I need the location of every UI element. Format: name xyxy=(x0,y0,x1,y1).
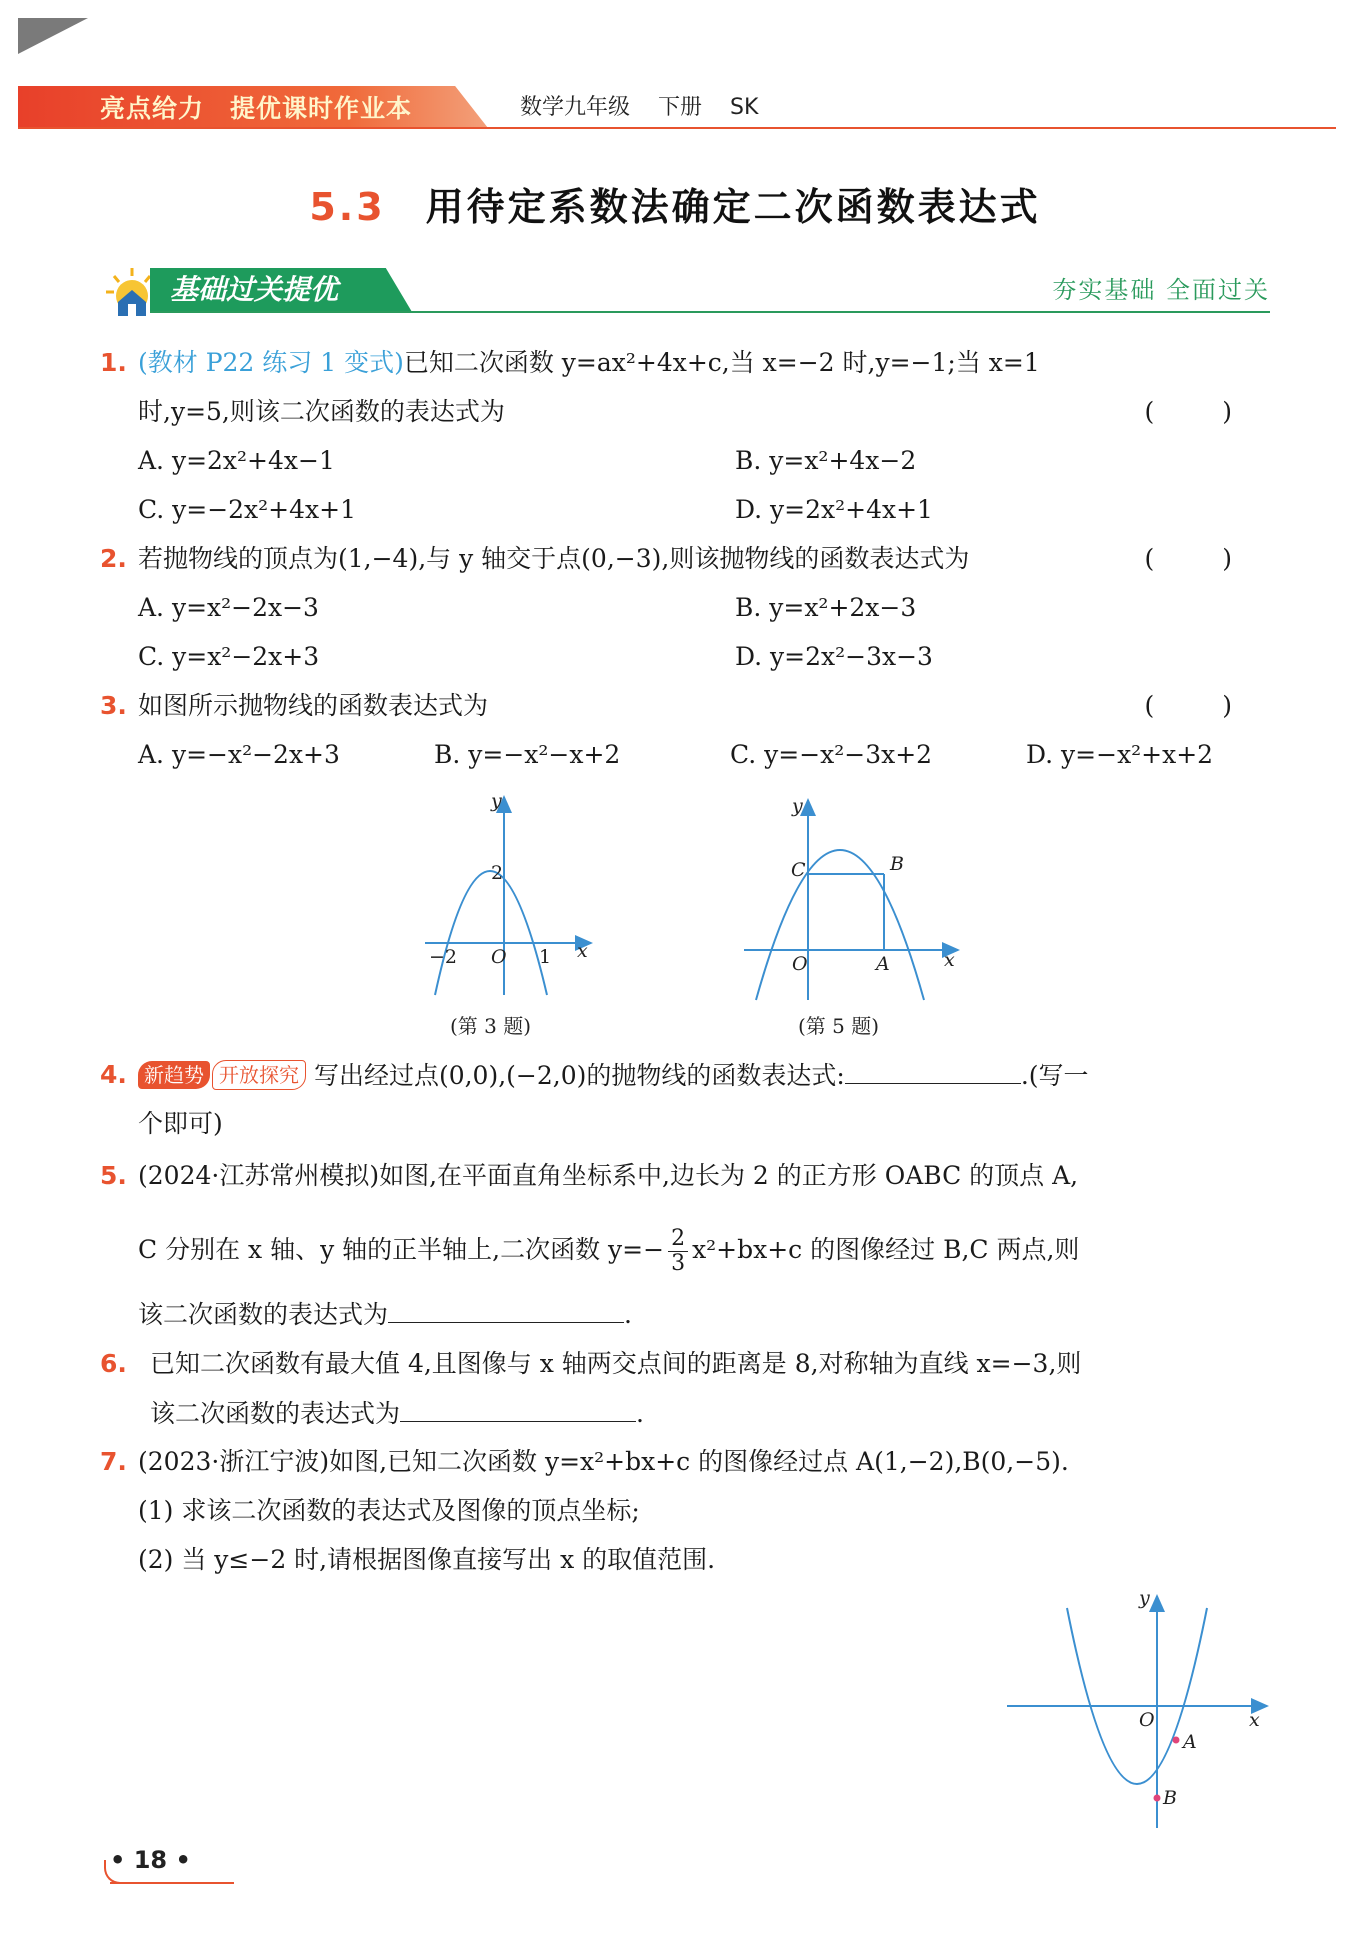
fig5-caption: (第 5 题) xyxy=(798,1014,880,1038)
q5-answer-blank[interactable] xyxy=(388,1296,624,1323)
figure-q7 xyxy=(1005,1588,1280,1838)
q2-option-c: C. y=x²−2x+3 xyxy=(138,642,320,671)
fig7-label-b: B xyxy=(1163,1787,1177,1809)
q1-option-c: C. y=−2x²+4x+1 xyxy=(138,495,356,524)
fig5-label-b: B xyxy=(890,853,904,875)
q3-text: 如图所示抛物线的函数表达式为 xyxy=(138,691,489,720)
footer-rule xyxy=(110,1882,234,1884)
q5-text-a: C 分别在 x 轴、y 轴的正半轴上,二次函数 y=− xyxy=(138,1235,665,1264)
q1-source: (教材 P22 练习 1 变式) xyxy=(138,348,404,377)
q5-fraction xyxy=(668,1227,688,1276)
fig7-label-a: A xyxy=(1183,1731,1197,1753)
q1-number: 1. xyxy=(100,348,127,377)
q7-sub2: (2) 当 y≤−2 时,请根据图像直接写出 x 的取值范围. xyxy=(138,1545,716,1574)
title-number: 5.3 xyxy=(309,185,386,229)
figure-q3 xyxy=(405,785,605,1010)
q1-text: 已知二次函数 y=ax²+4x+c,当 x=−2 时,y=−1;当 x=1 xyxy=(403,348,1040,377)
q2-text: 若抛物线的顶点为(1,−4),与 y 轴交于点(0,−3),则该抛物线的函数表达式为 xyxy=(138,544,970,573)
q6-text: 该二次函数的表达式为 xyxy=(150,1399,401,1428)
q5-frac-denominator: 3 xyxy=(671,1251,686,1276)
q1-line1 xyxy=(138,345,1040,381)
series-subtitle: 提优课时作业本 xyxy=(230,94,413,123)
q5-line3 xyxy=(138,1296,632,1333)
fig5-label-y: y xyxy=(792,795,803,817)
q5-number: 5. xyxy=(100,1161,127,1190)
fig7-label-o: O xyxy=(1139,1709,1155,1731)
q5-text-c: 该二次函数的表达式为 xyxy=(138,1300,389,1329)
q7-sub1: (1) 求该二次函数的表达式及图像的顶点坐标; xyxy=(138,1496,640,1525)
q3-option-d: D. y=−x²+x+2 xyxy=(1026,740,1214,769)
page-title xyxy=(0,176,1350,231)
q6-text-end: . xyxy=(636,1399,644,1428)
fig3-label-x: x xyxy=(577,940,588,962)
fig7-label-x: x xyxy=(1249,1709,1260,1731)
edition: SK xyxy=(730,95,759,120)
q3-answer-paren: ( ) xyxy=(1144,691,1262,720)
q6-answer-blank[interactable] xyxy=(400,1395,636,1422)
title-text: 用待定系数法确定二次函数表达式 xyxy=(425,185,1041,229)
fig5-label-x: x xyxy=(944,949,955,971)
fig7-label-y: y xyxy=(1139,1588,1150,1609)
q5-frac-numerator: 2 xyxy=(668,1227,688,1252)
fig3-caption: (第 3 题) xyxy=(450,1014,532,1038)
q6-line2 xyxy=(150,1395,644,1432)
fig7-point-b xyxy=(1154,1795,1161,1802)
q6-number: 6. xyxy=(100,1349,127,1378)
open-inquiry-badge: 开放探究 xyxy=(212,1060,306,1090)
q4-answer-blank[interactable] xyxy=(845,1057,1021,1084)
q3-number: 3. xyxy=(100,691,127,720)
q2-option-b: B. y=x²+2x−3 xyxy=(735,593,917,622)
fig5-label-o: O xyxy=(792,953,808,975)
q2-option-d: D. y=2x²−3x−3 xyxy=(735,642,933,671)
fig5-label-a: A xyxy=(876,953,890,975)
header-info xyxy=(520,90,786,126)
q4-text: 写出经过点(0,0),(−2,0)的抛物线的函数表达式: xyxy=(313,1061,845,1090)
section-slogan: 夯实基础 全面过关 xyxy=(1052,276,1270,304)
fig3-parabola xyxy=(435,871,547,995)
section-name: 基础过关提优 xyxy=(170,273,339,306)
q4-line1 xyxy=(138,1057,1089,1094)
header-series xyxy=(100,92,412,126)
q2-answer-paren: ( ) xyxy=(1144,544,1262,573)
q7-number: 7. xyxy=(100,1447,127,1476)
header-rule xyxy=(18,127,1336,129)
q1-option-a: A. y=2x²+4x−1 xyxy=(138,446,335,475)
q2-option-a: A. y=x²−2x−3 xyxy=(138,593,319,622)
q1-option-b: B. y=x²+4x−2 xyxy=(735,446,917,475)
q3-option-a: A. y=−x²−2x+3 xyxy=(138,740,340,769)
q4-text-end: .(写一 xyxy=(1020,1061,1089,1090)
section-rule xyxy=(150,311,1270,313)
corner-decoration xyxy=(18,18,88,54)
figure-q5 xyxy=(738,790,968,1010)
q5-line1: (2024·江苏常州模拟)如图,在平面直角坐标系中,边长为 2 的正方形 OABC 的顶点 A, xyxy=(138,1161,1079,1190)
q5-text-b: x²+bx+c 的图像经过 B,C 两点,则 xyxy=(692,1235,1080,1264)
q6-line1: 已知二次函数有最大值 4,且图像与 x 轴两交点间的距离是 8,对称轴为直线 x=−3,则 xyxy=(150,1349,1082,1378)
fig7-point-a xyxy=(1173,1737,1180,1744)
q1-answer-paren: ( ) xyxy=(1144,397,1262,426)
page-number: • 18 • xyxy=(110,1846,191,1874)
q2-number: 2. xyxy=(100,544,127,573)
fig3-label-neg2: −2 xyxy=(429,946,458,968)
volume: 下册 xyxy=(658,95,703,120)
q4-line2: 个即可) xyxy=(138,1109,223,1138)
fig5-label-c: C xyxy=(791,859,806,881)
fig7-parabola xyxy=(1067,1608,1207,1784)
q5-text-end: . xyxy=(624,1300,632,1329)
q4-number: 4. xyxy=(100,1060,127,1089)
fig3-label-1: 1 xyxy=(539,946,552,968)
q3-option-b: B. y=−x²−x+2 xyxy=(434,740,621,769)
fig3-label-o: O xyxy=(491,946,507,968)
series-name: 亮点给力 xyxy=(100,94,205,123)
q7-line1: (2023·浙江宁波)如图,已知二次函数 y=x²+bx+c 的图像经过点 A(1,−2),B(0,−5). xyxy=(138,1447,1069,1476)
fig3-label-y: y xyxy=(491,790,502,812)
trend-badge: 新趋势 xyxy=(138,1061,210,1089)
q5-line2 xyxy=(138,1220,1079,1280)
fig3-label-2: 2 xyxy=(491,862,504,884)
subject: 数学九年级 xyxy=(520,95,631,120)
q1-option-d: D. y=2x²+4x+1 xyxy=(735,495,933,524)
q3-option-c: C. y=−x²−3x+2 xyxy=(730,740,933,769)
q1-line2: 时,y=5,则该二次函数的表达式为 xyxy=(138,397,505,426)
